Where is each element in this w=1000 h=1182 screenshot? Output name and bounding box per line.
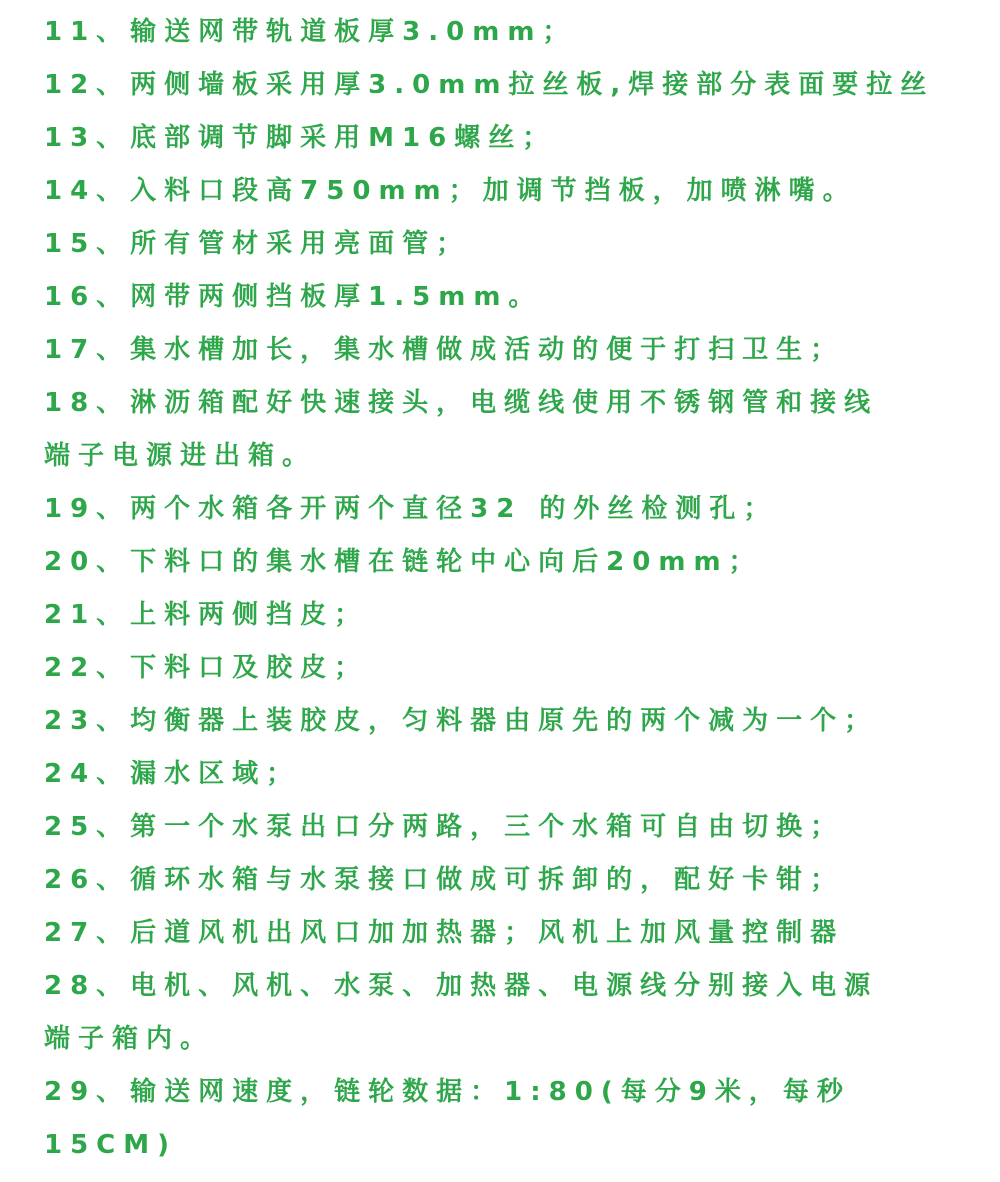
spec-line-20: 20、下料口的集水槽在链轮中心向后20mm； — [44, 547, 763, 577]
spec-line-11: 11、输送网带轨道板厚3.0mm； — [44, 17, 577, 47]
spec-line-29-continued: 15CM) — [44, 1130, 178, 1160]
spec-line-28-continued: 端子箱内。 — [44, 1024, 215, 1054]
spec-line-18: 18、淋沥箱配好快速接头，电缆线使用不锈钢管和接线 — [44, 388, 879, 418]
spec-line-15: 15、所有管材采用亮面管； — [44, 229, 471, 259]
spec-list — [44, 6, 984, 1172]
spec-line-26: 26、循环水箱与水泵接口做成可拆卸的，配好卡钳； — [44, 865, 845, 895]
spec-line-19: 19、两个水箱各开两个直径32 的外丝检测孔； — [44, 494, 778, 524]
spec-line-14: 14、入料口段高750mm；加调节挡板，加喷淋嘴。 — [44, 176, 857, 206]
spec-line-17: 17、集水槽加长，集水槽做成活动的便于打扫卫生； — [44, 335, 845, 365]
spec-line-18-continued: 端子电源进出箱。 — [44, 441, 317, 471]
spec-line-21: 21、上料两侧挡皮； — [44, 600, 369, 630]
spec-line-22: 22、下料口及胶皮； — [44, 653, 369, 683]
spec-line-12: 12、两侧墙板采用厚3.0mm拉丝板,焊接部分表面要拉丝 — [44, 70, 935, 100]
spec-line-29: 29、输送网速度，链轮数据：1:80(每分9米，每秒 — [44, 1077, 851, 1107]
spec-line-24: 24、漏水区域； — [44, 759, 301, 789]
spec-line-27: 27、后道风机出风口加加热器；风机上加风量控制器 — [44, 918, 845, 948]
spec-line-25: 25、第一个水泵出口分两路，三个水箱可自由切换； — [44, 812, 845, 842]
spec-line-28: 28、电机、风机、水泵、加热器、电源线分别接入电源 — [44, 971, 879, 1001]
spec-line-23: 23、均衡器上装胶皮，匀料器由原先的两个减为一个； — [44, 706, 879, 736]
spec-line-13: 13、底部调节脚采用M16螺丝； — [44, 123, 557, 153]
spec-line-16: 16、网带两侧挡板厚1.5mm。 — [44, 282, 543, 312]
